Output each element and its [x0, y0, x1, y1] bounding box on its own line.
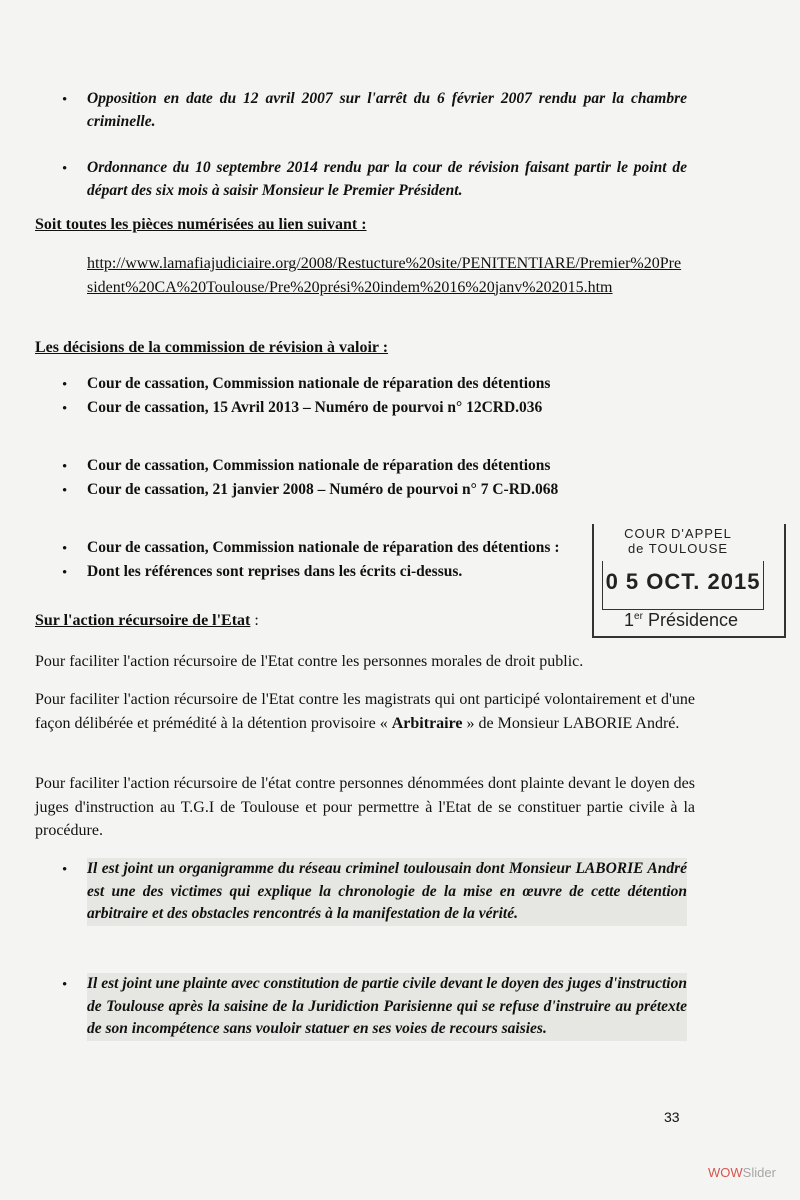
wowslider-watermark: [708, 1165, 776, 1180]
heading-decisions: Les décisions de la commission de révision à valoir :: [35, 339, 389, 356]
bullet-marker: •: [62, 483, 68, 499]
heading-action: [35, 612, 259, 630]
paragraph-personnes-denommees: Pour faciliter l'action récursoire de l'état contre personnes dénommées dont plainte devant le doyen des juges d'instruction au T.G.I de Toulouse et pour permettre à l'Etat de se constituer partie civile à la procédure.: [35, 775, 695, 839]
bullet-marker: •: [62, 541, 68, 557]
stamp-date-box: [602, 561, 764, 610]
decision-item: Cour de cassation, Commission nationale de réparation des détentions: [87, 375, 551, 392]
court-stamp: [592, 524, 786, 638]
decision-item: Cour de cassation, Commission nationale de réparation des détentions: [87, 457, 551, 474]
stamp-presidence: [624, 610, 738, 631]
bullet-opposition: Opposition en date du 12 avril 2007 sur l'arrêt du 6 février 2007 rendu par la chambre criminelle.: [87, 90, 687, 130]
bullet-ordonnance: Ordonnance du 10 septembre 2014 rendu par la cour de révision faisant partir le point de départ des six mois à saisir Monsieur le Premier Président.: [87, 159, 687, 199]
decision-item: Cour de cassation, 15 Avril 2013 – Numéro de pourvoi n° 12CRD.036: [87, 399, 543, 416]
bullet-marker: •: [62, 161, 68, 177]
bullet-marker: •: [62, 565, 68, 581]
bullet-marker: •: [62, 92, 68, 108]
paragraph-magistrats-end: » de Monsieur LABORIE André.: [462, 714, 680, 732]
heading-pieces: Soit toutes les pièces numérisées au lien suivant :: [35, 216, 367, 233]
bullet-plainte: Il est joint une plainte avec constitution de partie civile devant le doyen des juges d'instruction de Toulouse après la saisine de la Juridiction Parisienne qui se refuse d'instruire au prétexte de son incompétence sans vouloir statuer en ses voies de recours saisies.: [87, 973, 687, 1041]
paragraph-magistrats-bold: Arbitraire: [391, 714, 463, 732]
stamp-line-cour: COUR D'APPEL: [624, 526, 732, 541]
watermark-wow: WOW: [708, 1165, 743, 1180]
bullet-marker: •: [62, 377, 68, 393]
bullet-marker: •: [62, 459, 68, 475]
stamp-presidence-num: 1: [624, 610, 635, 630]
bullet-organigramme: Il est joint un organigramme du réseau criminel toulousain dont Monsieur LABORIE André est une des victimes qui explique la chronologie de la mise en œuvre de cette détention arbitraire et des obstacles rencontrés à la manifestation de la vérité.: [87, 858, 687, 926]
documents-link[interactable]: http://www.lamafiajudiciaire.org/2008/Restucture%20site/PENITENTIARE/Premier%20President%20CA%20Toulouse/Pre%20prési%20indem%2016%20janv%202015.htm: [87, 255, 682, 296]
paragraph-magistrats-start: Pour faciliter l'action récursoire de l'Etat contre les magistrats qui ont participé volontairement et d'une façon délibérée et prémédité à la détention provisoire «: [35, 691, 695, 732]
heading-action-suffix: :: [250, 612, 259, 629]
stamp-line-toulouse: de TOULOUSE: [627, 541, 729, 556]
stamp-presidence-word: Présidence: [647, 610, 738, 630]
bullet-marker: •: [62, 977, 68, 993]
watermark-slider: Slider: [742, 1165, 776, 1180]
stamp-header: [594, 526, 762, 556]
page-number: 33: [664, 1109, 680, 1125]
paragraph-personnes-morales: Pour faciliter l'action récursoire de l'Etat contre les personnes morales de droit public.: [35, 653, 584, 670]
decision-item: Cour de cassation, Commission nationale de réparation des détentions :: [87, 539, 560, 556]
bullet-marker: •: [62, 862, 68, 878]
heading-action-text: Sur l'action récursoire de l'Etat: [35, 612, 251, 629]
stamp-presidence-sup: er: [634, 611, 643, 622]
paragraph-magistrats: [35, 688, 695, 735]
stamp-date: 0 5 OCT. 2015: [605, 569, 761, 594]
decision-item: Cour de cassation, 21 janvier 2008 – Numéro de pourvoi n° 7 C-RD.068: [87, 481, 559, 498]
decision-item: Dont les références sont reprises dans les écrits ci-dessus.: [87, 563, 463, 580]
bullet-marker: •: [62, 401, 68, 417]
